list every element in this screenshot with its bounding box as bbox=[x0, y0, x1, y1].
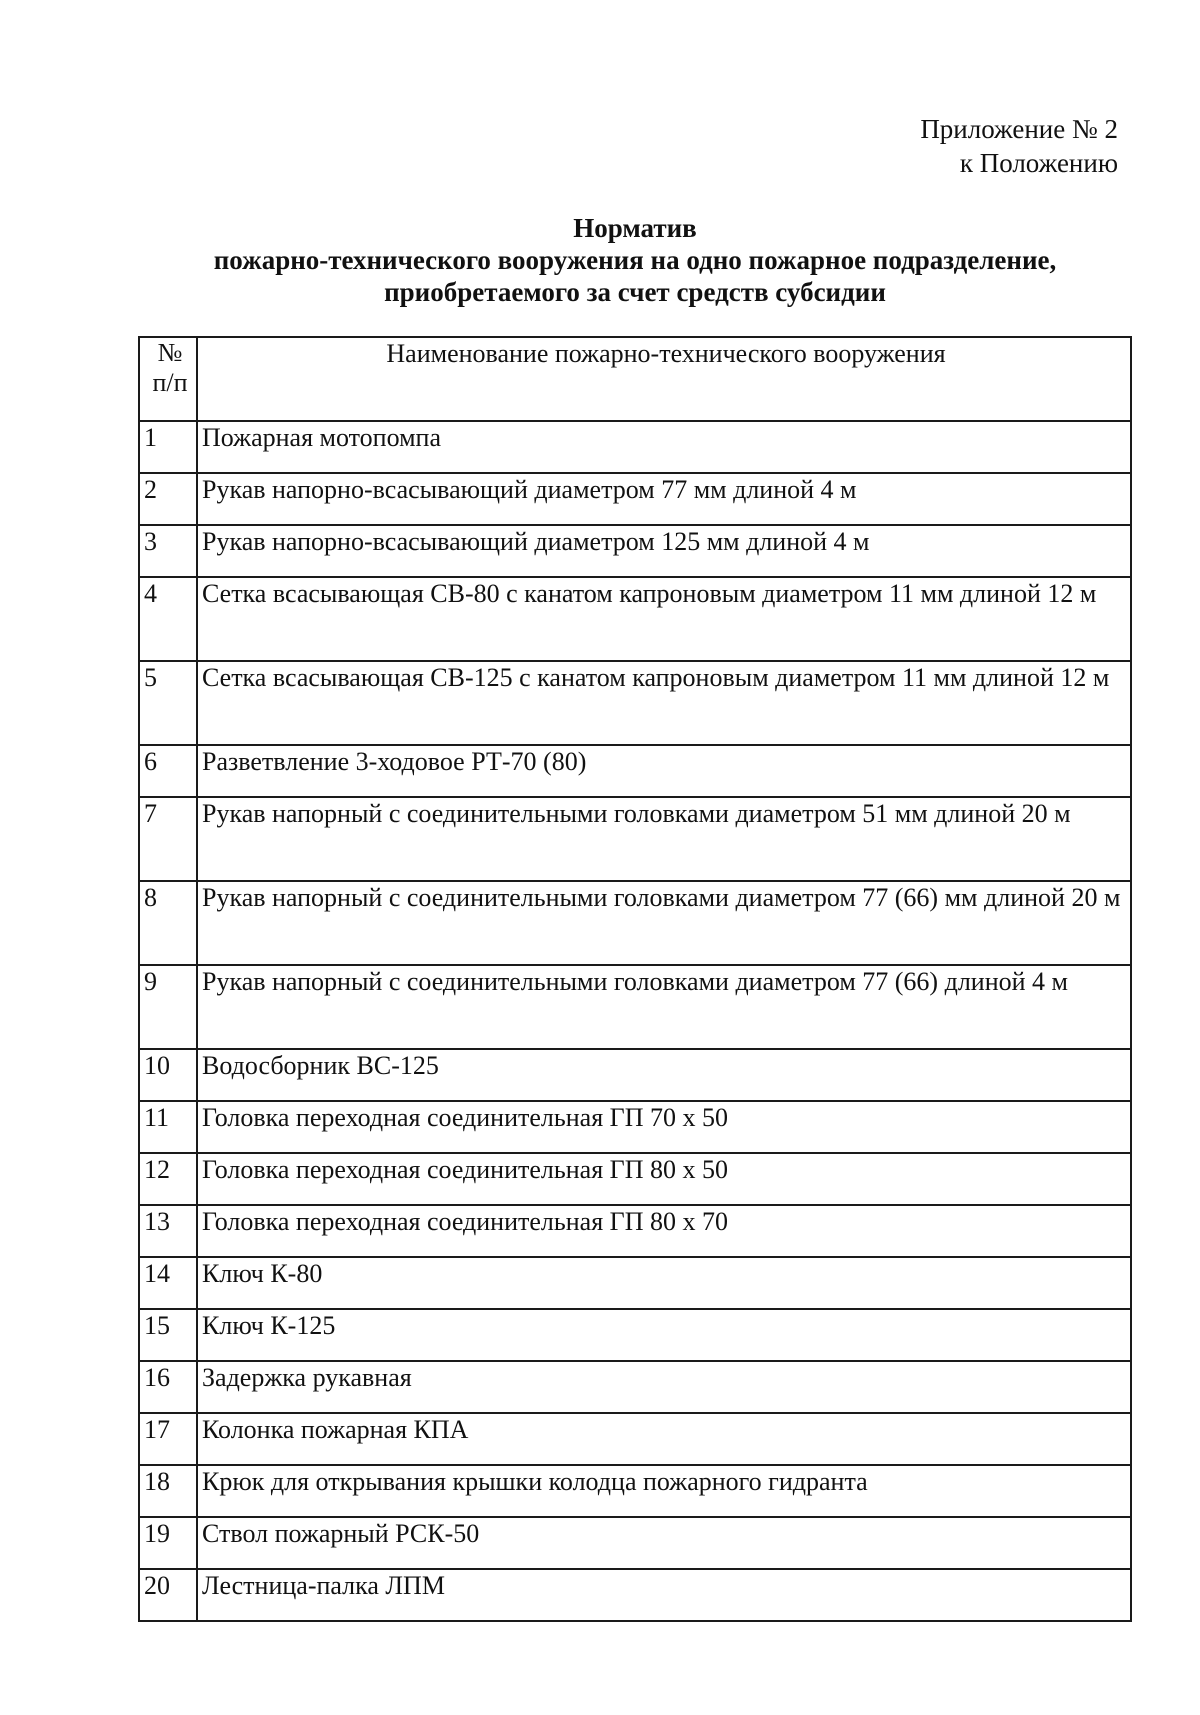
row-number: 15 bbox=[139, 1309, 197, 1361]
row-number: 19 bbox=[139, 1517, 197, 1569]
table-row bbox=[139, 1257, 1131, 1309]
row-item-name: Рукав напорный с соединительными головками диаметром 77 (66) мм длиной 20 м bbox=[197, 881, 1131, 965]
appendix-number: Приложение № 2 bbox=[920, 114, 1118, 144]
row-item-name: Сетка всасывающая СВ-80 с канатом капроновым диаметром 11 мм длиной 12 м bbox=[197, 577, 1131, 661]
row-item-name: Задержка рукавная bbox=[197, 1361, 1131, 1413]
row-number: 12 bbox=[139, 1153, 197, 1205]
row-number: 20 bbox=[139, 1569, 197, 1621]
row-item-name: Головка переходная соединительная ГП 80 х 70 bbox=[197, 1205, 1131, 1257]
table-row bbox=[139, 661, 1131, 745]
row-item-name: Рукав напорный с соединительными головками диаметром 77 (66) длиной 4 м bbox=[197, 965, 1131, 1049]
equipment-table bbox=[138, 336, 1132, 1622]
table-row bbox=[139, 881, 1131, 965]
table-row bbox=[139, 577, 1131, 661]
appendix-reference: к Положению bbox=[959, 148, 1118, 178]
appendix-header bbox=[920, 112, 1118, 180]
row-number: 9 bbox=[139, 965, 197, 1049]
row-number: 1 bbox=[139, 421, 197, 473]
row-number: 16 bbox=[139, 1361, 197, 1413]
row-item-name: Крюк для открывания крышки колодца пожарного гидранта bbox=[197, 1465, 1131, 1517]
table-row bbox=[139, 797, 1131, 881]
title-heading: Норматив bbox=[573, 213, 697, 243]
table-row bbox=[139, 1153, 1131, 1205]
row-number: 10 bbox=[139, 1049, 197, 1101]
table-row bbox=[139, 1517, 1131, 1569]
table-row bbox=[139, 745, 1131, 797]
row-item-name: Рукав напорный с соединительными головками диаметром 51 мм длиной 20 м bbox=[197, 797, 1131, 881]
row-item-name: Головка переходная соединительная ГП 70 х 50 bbox=[197, 1101, 1131, 1153]
row-number: 8 bbox=[139, 881, 197, 965]
table-row bbox=[139, 1101, 1131, 1153]
table-row bbox=[139, 1413, 1131, 1465]
row-item-name: Лестница-палка ЛПМ bbox=[197, 1569, 1131, 1621]
row-number: 13 bbox=[139, 1205, 197, 1257]
row-number: 7 bbox=[139, 797, 197, 881]
table-row bbox=[139, 1309, 1131, 1361]
table-row bbox=[139, 525, 1131, 577]
document-title bbox=[140, 212, 1130, 308]
column-header-number-abbr: п/п bbox=[152, 368, 188, 397]
table-row bbox=[139, 1361, 1131, 1413]
table-row bbox=[139, 1205, 1131, 1257]
table-row bbox=[139, 965, 1131, 1049]
row-item-name: Водосборник ВС-125 bbox=[197, 1049, 1131, 1101]
table-row bbox=[139, 1049, 1131, 1101]
row-item-name: Ствол пожарный РСК-50 bbox=[197, 1517, 1131, 1569]
table-header-row bbox=[139, 337, 1131, 421]
row-number: 14 bbox=[139, 1257, 197, 1309]
row-number: 17 bbox=[139, 1413, 197, 1465]
row-item-name: Ключ К-125 bbox=[197, 1309, 1131, 1361]
row-number: 3 bbox=[139, 525, 197, 577]
row-number: 11 bbox=[139, 1101, 197, 1153]
row-item-name: Разветвление 3-ходовое РТ-70 (80) bbox=[197, 745, 1131, 797]
row-number: 6 bbox=[139, 745, 197, 797]
table-row bbox=[139, 421, 1131, 473]
column-header-name: Наименование пожарно-технического вооружения bbox=[197, 337, 1131, 421]
row-item-name: Сетка всасывающая СВ-125 с канатом капроновым диаметром 11 мм длиной 12 м bbox=[197, 661, 1131, 745]
row-item-name: Рукав напорно-всасывающий диаметром 77 мм длиной 4 м bbox=[197, 473, 1131, 525]
table-row bbox=[139, 1569, 1131, 1621]
title-subheading-line-2: приобретаемого за счет средств субсидии bbox=[384, 277, 886, 307]
title-subheading-line-1: пожарно-технического вооружения на одно пожарное подразделение, bbox=[213, 245, 1057, 275]
column-header-number-symbol: № bbox=[157, 338, 183, 367]
table-row bbox=[139, 473, 1131, 525]
row-number: 18 bbox=[139, 1465, 197, 1517]
row-item-name: Ключ К-80 bbox=[197, 1257, 1131, 1309]
row-item-name: Пожарная мотопомпа bbox=[197, 421, 1131, 473]
column-header-number bbox=[139, 337, 197, 421]
row-number: 5 bbox=[139, 661, 197, 745]
table-row bbox=[139, 1465, 1131, 1517]
row-item-name: Рукав напорно-всасывающий диаметром 125 мм длиной 4 м bbox=[197, 525, 1131, 577]
row-number: 4 bbox=[139, 577, 197, 661]
row-item-name: Головка переходная соединительная ГП 80 х 50 bbox=[197, 1153, 1131, 1205]
row-item-name: Колонка пожарная КПА bbox=[197, 1413, 1131, 1465]
row-number: 2 bbox=[139, 473, 197, 525]
